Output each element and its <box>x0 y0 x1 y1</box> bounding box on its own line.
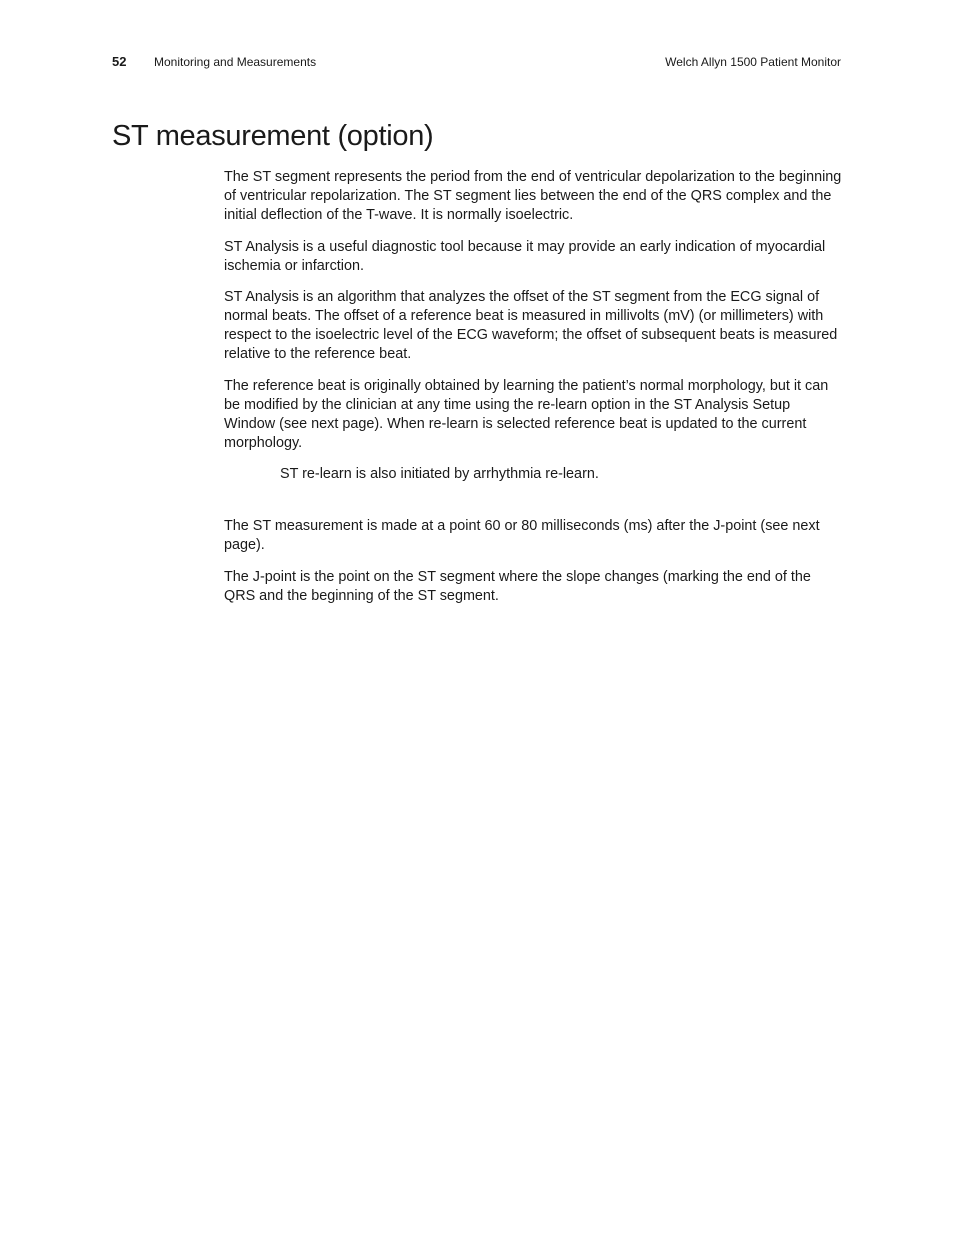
paragraph-st-analysis-algorithm: ST Analysis is an algorithm that analyzes the offset of the ST segment from the ECG signal of normal beats. The offset of a reference beat is measured in millivolts (mV) (or millimeters) with respect to the isoelectric level of the ECG waveform; the offset of subsequent beats is measured relative to the reference beat. <box>224 289 838 362</box>
page-header <box>112 53 841 71</box>
page-title: ST measurement (option) <box>112 120 434 152</box>
document-title: Welch Allyn 1500 Patient Monitor <box>665 55 841 69</box>
paragraph-st-analysis-tool: ST Analysis is a useful diagnostic tool because it may provide an early indication of myocardial ischemia or infarction. <box>224 238 826 274</box>
paragraph-st-measurement-point: The ST measurement is made at a point 60 or 80 milliseconds (ms) after the J-point (see next page). <box>224 518 820 553</box>
paragraph-reference-beat: The reference beat is originally obtained by learning the patient’s normal morphology, but it can be modified by the clinician at any time using the re-learn option in the ST Analysis Setup Window (see next page). When re-learn is selected reference beat is updated to the current morphology. <box>224 377 829 451</box>
section-name: Monitoring and Measurements <box>154 55 317 69</box>
page-number: 52 <box>112 54 127 69</box>
paragraph-j-point: The J-point is the point on the ST segment where the slope changes (marking the end of the QRS and the beginning of the ST segment. <box>224 568 811 604</box>
note-st-relearn: ST re-learn is also initiated by arrhythmia re-learn. <box>280 466 599 482</box>
body-text <box>224 168 844 618</box>
paragraph-st-segment: The ST segment represents the period from the end of ventricular depolarization to the beginning of ventricular repolarization. The ST segment lies between the end of the QRS complex and the initial deflection of the T-wave. It is normally isoelectric. <box>224 169 842 223</box>
